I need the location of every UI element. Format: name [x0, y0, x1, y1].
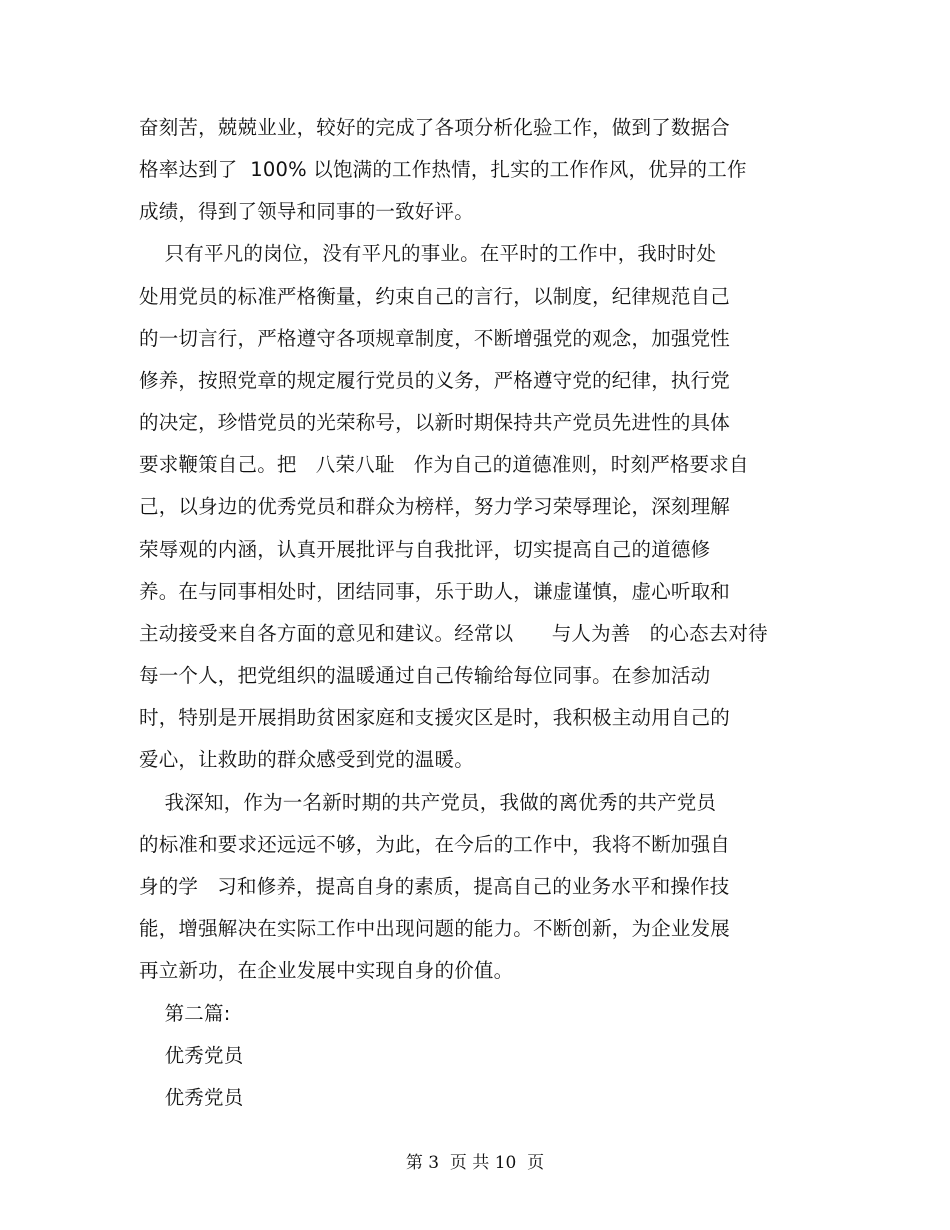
body-line-17: 我深知，作为一名新时期的共产党员，我做的离优秀的共产党员	[139, 791, 717, 814]
body-line-18: 的标准和要求还远远不够，为此，在今后的工作中，我将不断加强自	[139, 833, 731, 856]
body-line-13: 主动接受来自各方面的意见和建议。经常以 与人为善 的心态去对待	[139, 622, 768, 645]
body-line-1: 奋刻苦，兢兢业业，较好的完成了各项分析化验工作，做到了数据合	[139, 116, 731, 139]
subheading-2: 优秀党员	[139, 1086, 244, 1109]
body-line-10: 己，以身边的优秀党员和群众为榜样，努力学习荣辱理论，深刻理解	[139, 495, 731, 518]
body-line-6: 的一切言行，严格遵守各项规章制度，不断增强党的观念，加强党性	[139, 327, 731, 350]
body-line-12: 养。在与同事相处时，团结同事，乐于助人，谦虚谨慎，虚心听取和	[139, 580, 731, 603]
body-line-11: 荣辱观的内涵，认真开展批评与自我批评，切实提高自己的道德修	[139, 538, 711, 561]
body-line-15: 时，特别是开展捐助贫困家庭和支援灾区是时，我积极主动用自己的	[139, 706, 731, 729]
body-line-21: 再立新功，在企业发展中实现自身的价值。	[139, 959, 514, 982]
body-line-2: 格率达到了 100% 以饱满的工作热情，扎实的工作作风，优异的工作	[139, 158, 747, 181]
section-heading: 第二篇:	[139, 1002, 231, 1025]
body-line-14: 每一个人，把党组织的温暖通过自己传输给每位同事。在参加活动	[139, 664, 711, 687]
body-line-8: 的决定，珍惜党员的光荣称号，以新时期保持共产党员先进性的具体	[139, 411, 731, 434]
body-line-3: 成绩，得到了领导和同事的一致好评。	[139, 200, 474, 223]
body-line-4: 只有平凡的岗位，没有平凡的事业。在平时的工作中，我时时处	[139, 242, 717, 265]
body-line-9: 要求鞭策自己。把 八荣八耻 作为自己的道德准则，时刻严格要求自	[139, 453, 749, 476]
body-line-7: 修养，按照党章的规定履行党员的义务，严格遵守党的纪律，执行党	[139, 369, 731, 392]
subheading-1: 优秀党员	[139, 1044, 244, 1067]
page-number-footer: 第 3 页 共 10 页	[405, 1153, 545, 1173]
body-line-19: 身的学 习和修养，提高自身的素质，提高自己的业务水平和操作技	[139, 875, 730, 898]
body-line-20: 能，增强解决在实际工作中出现问题的能力。不断创新，为企业发展	[139, 917, 731, 940]
body-line-16: 爱心，让救助的群众感受到党的温暖。	[139, 748, 474, 771]
body-line-5: 处用党员的标准严格衡量，约束自己的言行，以制度，纪律规范自己	[139, 285, 731, 308]
